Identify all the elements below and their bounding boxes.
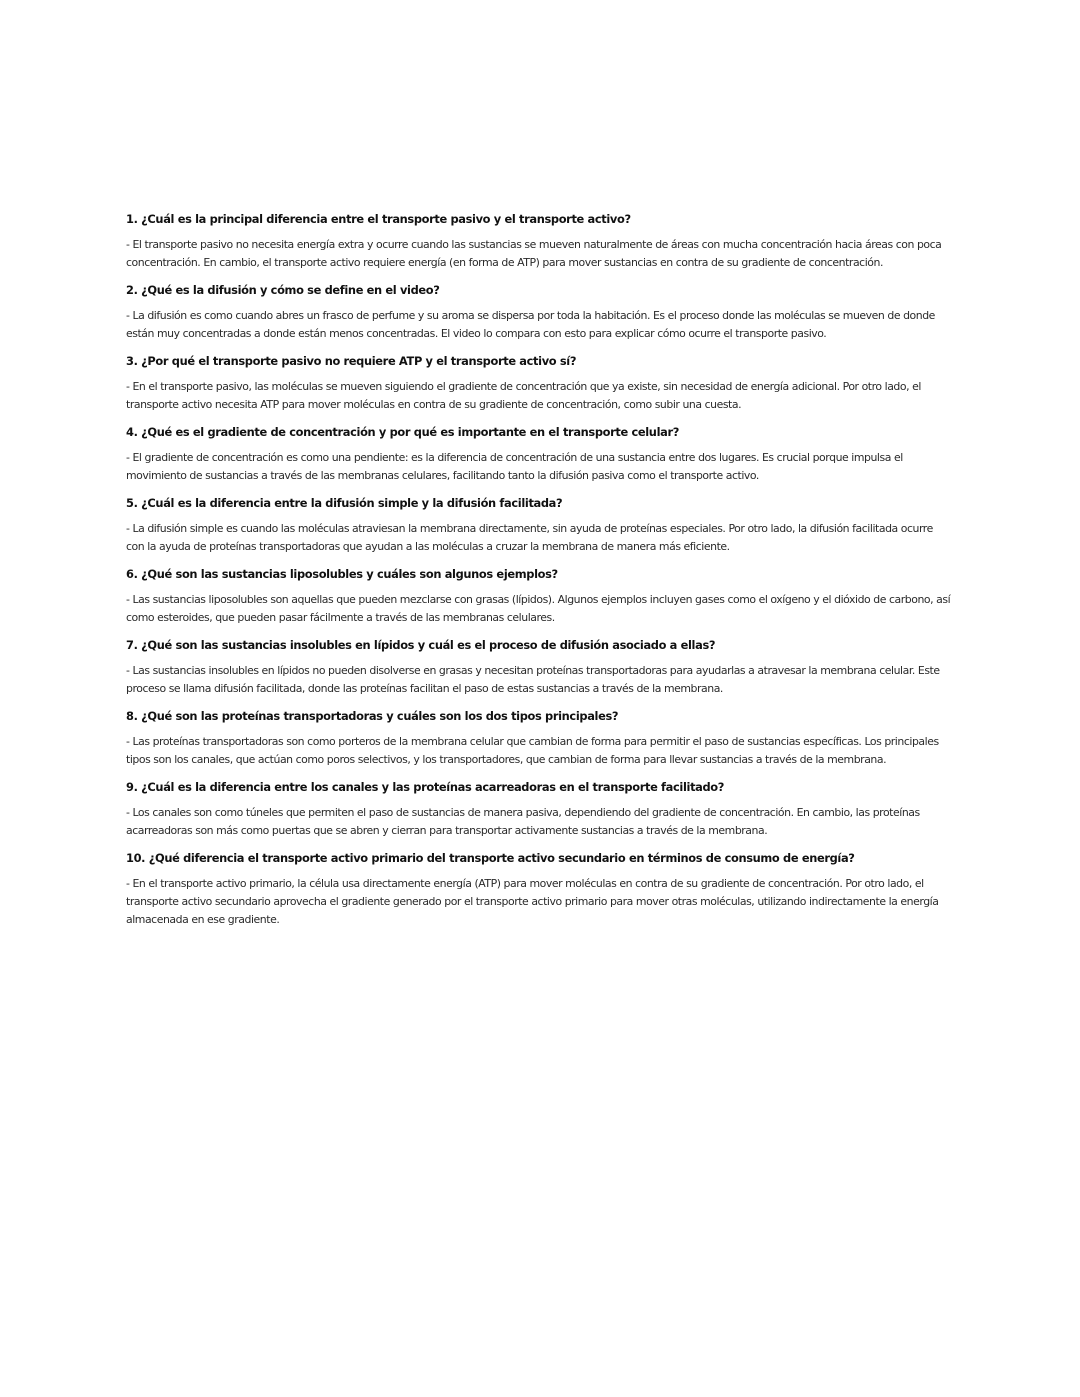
question-3: 3. ¿Por qué el transporte pasivo no requiere ATP y el transporte activo sí? [126, 354, 577, 368]
question-5: 5. ¿Cuál es la diferencia entre la difusión simple y la difusión facilitada? [126, 496, 563, 510]
qa-document [126, 210, 952, 938]
answer-2: - La difusión es como cuando abres un frasco de perfume y su aroma se dispersa por toda la habitación. Es el proceso donde las moléculas se mueven de donde están muy concentradas a donde están menos concentradas. El video lo compara con esto para explicar cómo ocurre el transporte pasivo. [126, 309, 935, 340]
answer-3: - En el transporte pasivo, las moléculas se mueven siguiendo el gradiente de concentración que ya existe, sin necesidad de energía adicional. Por otro lado, el transporte activo necesita ATP para mover moléculas en contra de su gradiente de concentración, como subir una cuesta. [126, 380, 921, 411]
answer-10: - En el transporte activo primario, la célula usa directamente energía (ATP) para mover moléculas en contra de su gradiente de concentración. Por otro lado, el transporte activo secundario aprovecha el gradiente generado por el transporte activo primario para mover otras moléculas, utilizando indirectamente la energía almacenada en ese gradiente. [126, 877, 939, 926]
answer-7: - Las sustancias insolubles en lípidos no pueden disolverse en grasas y necesitan proteínas transportadoras para ayudarlas a atravesar la membrana celular. Este proceso se llama difusión facilitada, donde las proteínas facilitan el paso de estas sustancias a través de la membrana. [126, 664, 940, 695]
question-10: 10. ¿Qué diferencia el transporte activo primario del transporte activo secundario en términos de consumo de energía? [126, 851, 855, 865]
answer-5: - La difusión simple es cuando las moléculas atraviesan la membrana directamente, sin ayuda de proteínas especiales. Por otro lado, la difusión facilitada ocurre con la ayuda de proteínas transportadoras que ayudan a las moléculas a cruzar la membrana de manera más eficiente. [126, 522, 933, 553]
qa-item-3 [126, 352, 952, 414]
question-1: 1. ¿Cuál es la principal diferencia entre el transporte pasivo y el transporte activo? [126, 212, 631, 226]
qa-item-8 [126, 707, 952, 769]
question-7: 7. ¿Qué son las sustancias insolubles en lípidos y cuál es el proceso de difusión asociado a ellas? [126, 638, 716, 652]
qa-item-2 [126, 281, 952, 343]
qa-item-9 [126, 778, 952, 840]
qa-item-4 [126, 423, 952, 485]
answer-4: - El gradiente de concentración es como una pendiente: es la diferencia de concentración de una sustancia entre dos lugares. Es crucial porque impulsa el movimiento de sustancias a través de las membranas celulares, facilitando tanto la difusión pasiva como el transporte activo. [126, 451, 903, 482]
answer-1: - El transporte pasivo no necesita energía extra y ocurre cuando las sustancias se mueven naturalmente de áreas con mucha concentración hacia áreas con poca concentración. En cambio, el transporte activo requiere energía (en forma de ATP) para mover sustancias en contra de su gradiente de concentración. [126, 238, 942, 269]
qa-item-5 [126, 494, 952, 556]
qa-item-6 [126, 565, 952, 627]
answer-6: - Las sustancias liposolubles son aquellas que pueden mezclarse con grasas (lípidos). Algunos ejemplos incluyen gases como el oxígeno y el dióxido de carbono, así como esteroides, que pueden pasar fácilmente a través de las membranas celulares. [126, 593, 951, 624]
qa-item-10 [126, 849, 952, 929]
question-8: 8. ¿Qué son las proteínas transportadoras y cuáles son los dos tipos principales? [126, 709, 619, 723]
question-4: 4. ¿Qué es el gradiente de concentración y por qué es importante en el transporte celular? [126, 425, 679, 439]
question-2: 2. ¿Qué es la difusión y cómo se define en el video? [126, 283, 440, 297]
answer-8: - Las proteínas transportadoras son como porteros de la membrana celular que cambian de forma para permitir el paso de sustancias específicas. Los principales tipos son los canales, que actúan como poros selectivos, y los transportadores, que cambian de forma para llevar sustancias a través de la membrana. [126, 735, 939, 766]
question-9: 9. ¿Cuál es la diferencia entre los canales y las proteínas acarreadoras en el transporte facilitado? [126, 780, 725, 794]
question-6: 6. ¿Qué son las sustancias liposolubles y cuáles son algunos ejemplos? [126, 567, 558, 581]
qa-item-1 [126, 210, 952, 272]
answer-9: - Los canales son como túneles que permiten el paso de sustancias de manera pasiva, dependiendo del gradiente de concentración. En cambio, las proteínas acarreadoras son más como puertas que se abren y cierran para transportar activamente sustancias a través de la membrana. [126, 806, 920, 837]
qa-item-7 [126, 636, 952, 698]
